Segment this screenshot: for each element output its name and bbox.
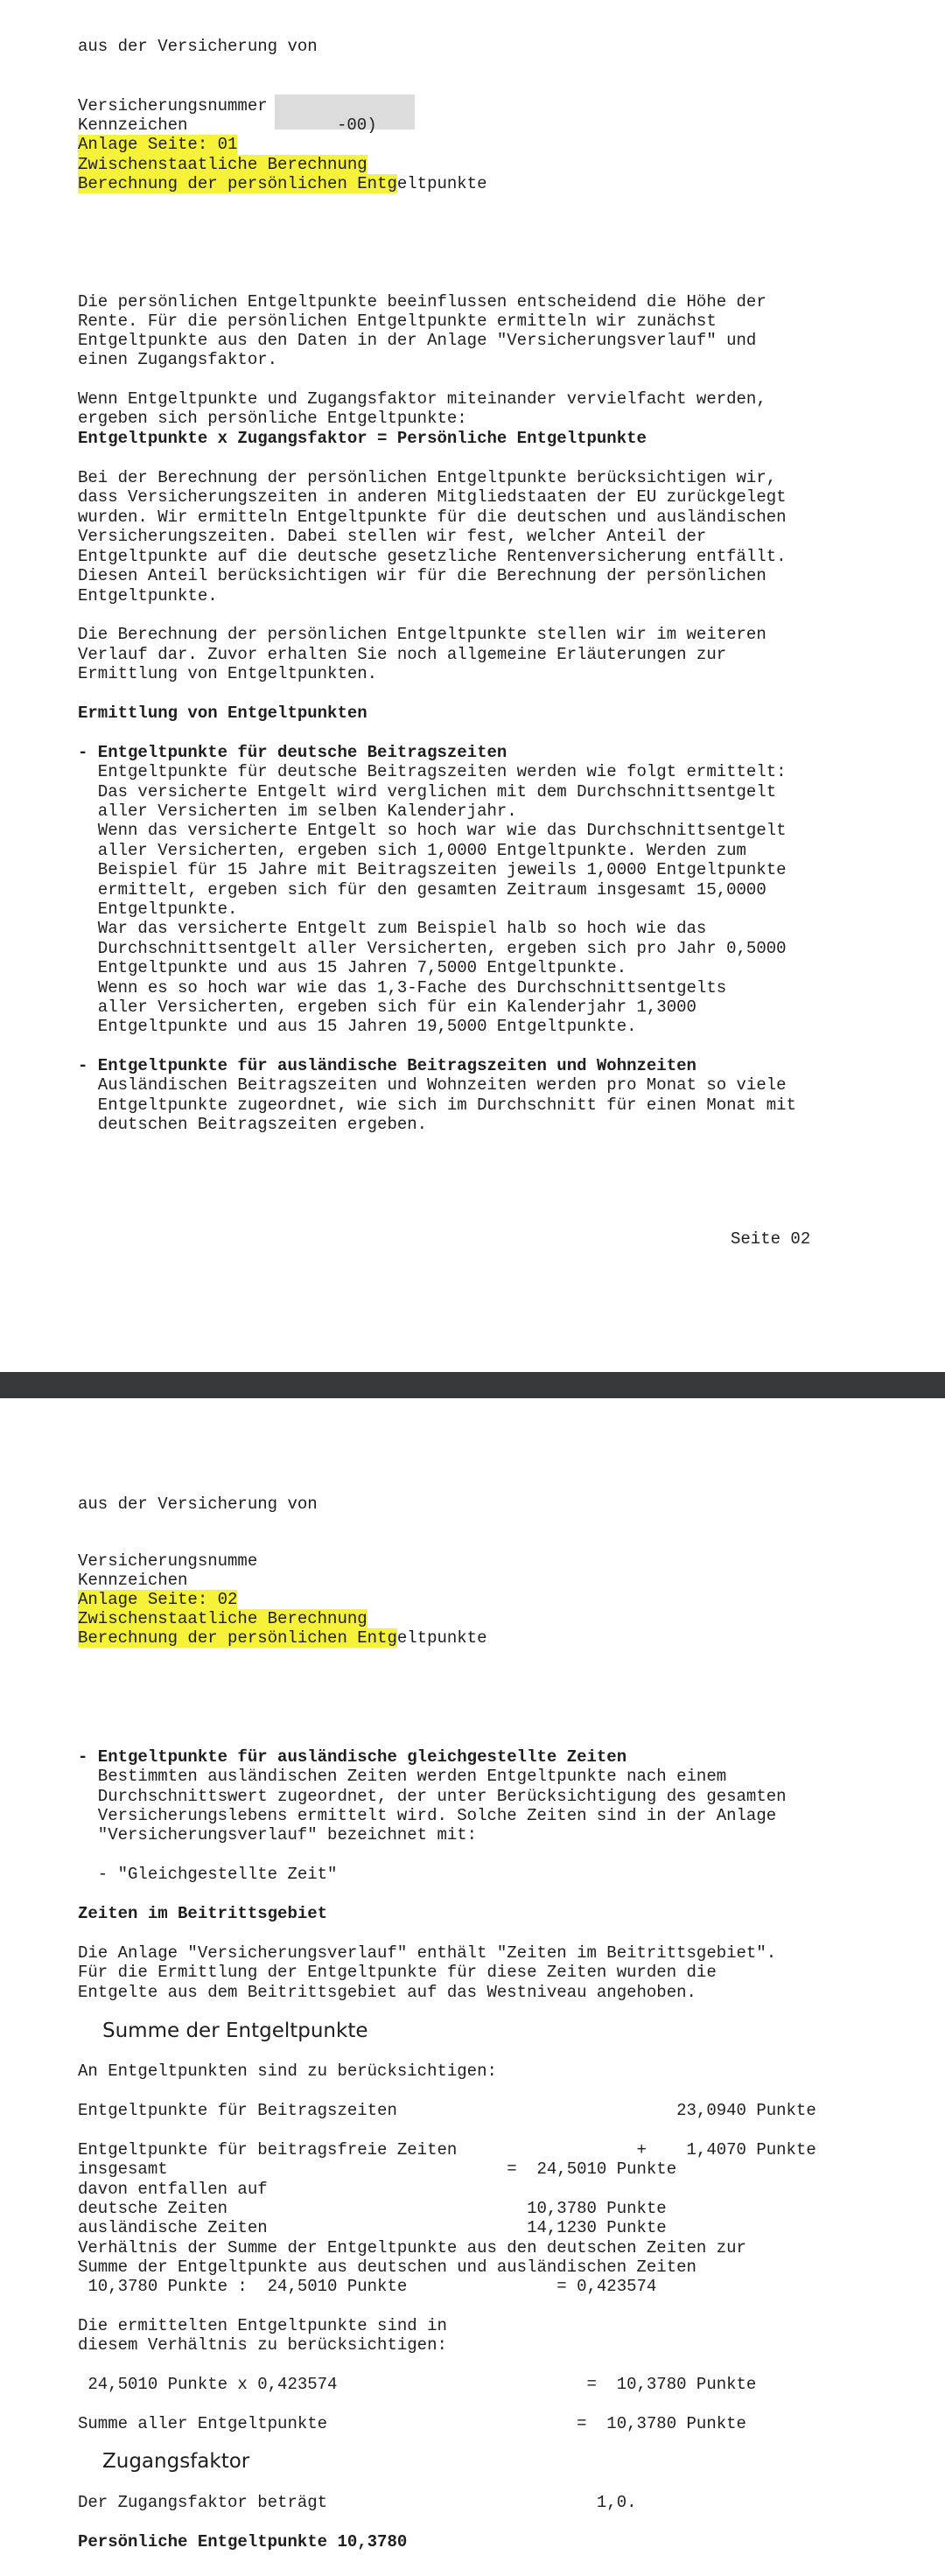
bullet3-title: - Entgeltpunkte für ausländische gleichgestellte Zeiten bbox=[78, 1747, 627, 1767]
bullet1-line: aller Versicherten, ergeben sich für ein Kalenderjahr 1,3000 bbox=[78, 998, 696, 1017]
attachment-page: Anlage Seite: 01 bbox=[78, 135, 238, 154]
bullet1-line: Beispiel für 15 Jahre mit Beitragszeiten jeweils 1,0000 Entgeltpunkte bbox=[78, 860, 787, 879]
calc-row: Summe der Entgeltpunkte aus deutschen und ausländischen Zeiten bbox=[78, 2258, 696, 2277]
heading-zugangsfaktor: Zugangsfaktor bbox=[102, 2450, 250, 2473]
from-line: aus der Versicherung von bbox=[78, 1494, 318, 1514]
insurance-number-label: Versicherungsnummer bbox=[78, 96, 268, 116]
result-line: Persönliche Entgeltpunkte 10,3780 bbox=[78, 2532, 408, 2552]
plate-suffix: -00) bbox=[337, 116, 377, 135]
para2-line: Wenn Entgeltpunkte und Zugangsfaktor miteinander vervielfacht werden, bbox=[78, 389, 766, 409]
page-separator bbox=[0, 1372, 945, 1398]
section-title-2-highlight: Berechnung der persönlichen Entg bbox=[78, 1628, 397, 1648]
para3-line: dass Versicherungszeiten in anderen Mitgliedstaaten der EU zurückgelegt bbox=[78, 487, 787, 507]
heading-beitrittsgebiet: Zeiten im Beitrittsgebiet bbox=[78, 1904, 328, 1923]
beitritt-line: Die Anlage "Versicherungsverlauf" enthält "Zeiten im Beitrittsgebiet". bbox=[78, 1943, 777, 1963]
para3-line: wurden. Wir ermitteln Entgeltpunkte für die deutschen und ausländischen bbox=[78, 508, 787, 527]
calc-row: insgesamt = 24,5010 Punkte bbox=[78, 2160, 677, 2179]
para2-line: ergeben sich persönliche Entgeltpunkte: bbox=[78, 409, 467, 428]
para1-line: Entgeltpunkte aus den Daten in der Anlage "Versicherungsverlauf" und bbox=[78, 331, 757, 350]
bullet1-line: Wenn das versicherte Entgelt so hoch war wie das Durchschnittsentgelt bbox=[78, 821, 787, 840]
bullet3-line: "Versicherungsverlauf" bezeichnet mit: bbox=[78, 1825, 478, 1844]
calc-row: 10,3780 Punkte : 24,5010 Punkte = 0,423574 bbox=[78, 2277, 657, 2296]
sum-row: Summe aller Entgeltpunkte = 10,3780 Punkte bbox=[78, 2414, 746, 2433]
para4-line: Die Berechnung der persönlichen Entgeltpunkte stellen wir im weiteren bbox=[78, 625, 766, 644]
beitritt-line: Für die Ermittlung der Entgeltpunkte für diese Zeiten wurden die bbox=[78, 1963, 717, 1982]
para3-line: Entgeltpunkte. bbox=[78, 586, 218, 606]
calc-row: deutsche Zeiten 10,3780 Punkte bbox=[78, 2199, 667, 2218]
bullet3-line: Bestimmten ausländischen Zeiten werden Entgeltpunkte nach einem bbox=[78, 1767, 727, 1786]
bullet1-title: - Entgeltpunkte für deutsche Beitragszeiten bbox=[78, 743, 508, 762]
calc-row: Entgeltpunkte für Beitragszeiten 23,0940 Punkte bbox=[78, 2101, 816, 2120]
consider-line: An Entgeltpunkten sind zu berücksichtigen: bbox=[78, 2062, 497, 2081]
calc-row: Entgeltpunkte für beitragsfreie Zeiten + 1,4070 Punkte bbox=[78, 2140, 816, 2160]
section-title-2 bbox=[78, 174, 486, 194]
para3-line: Versicherungszeiten. Dabei stellen wir fest, welcher Anteil der bbox=[78, 527, 707, 546]
bullet2-line: Entgeltpunkte zugeordnet, wie sich im Durchschnitt für einen Monat mit bbox=[78, 1096, 796, 1115]
section-title-1: Zwischenstaatliche Berechnung bbox=[78, 1609, 368, 1628]
bullet1-line: Durchschnittsentgelt aller Versicherten, ergeben sich pro Jahr 0,5000 bbox=[78, 939, 787, 958]
bullet1-line: Wenn es so hoch war wie das 1,3-Fache des Durchschnittsentgelts bbox=[78, 978, 727, 998]
bullet1-line: aller Versicherten, ergeben sich 1,0000 Entgeltpunkte. Werden zum bbox=[78, 841, 746, 860]
bullet1-line: Entgeltpunkte und aus 15 Jahren 19,5000 Entgeltpunkte. bbox=[78, 1017, 637, 1036]
para1-line: Die persönlichen Entgeltpunkte beeinflussen entscheidend die Höhe der bbox=[78, 292, 766, 312]
bullet1-line: ermittelt, ergeben sich für den gesamten Zeitraum insgesamt 15,0000 bbox=[78, 880, 766, 900]
para4-line: Ermittlung von Entgeltpunkten. bbox=[78, 664, 378, 683]
section-title-2-rest: eltpunkte bbox=[396, 174, 487, 193]
bullet1-line: Entgeltpunkte für deutsche Beitragszeiten werden wie folgt ermittelt: bbox=[78, 762, 787, 781]
bullet2-title: - Entgeltpunkte für ausländische Beitragszeiten und Wohnzeiten bbox=[78, 1056, 696, 1075]
para3-line: Entgeltpunkte auf die deutsche gesetzliche Rentenversicherung entfällt. bbox=[78, 547, 787, 566]
from-line: aus der Versicherung von bbox=[78, 37, 318, 56]
multiplication-row: 24,5010 Punkte x 0,423574 = 10,3780 Punkte bbox=[78, 2375, 757, 2394]
calc-row: davon entfallen auf bbox=[78, 2180, 268, 2199]
section-title-1: Zwischenstaatliche Berechnung bbox=[78, 155, 368, 174]
para4-line: Verlauf dar. Zuvor erhalten Sie noch allgemeine Erläuterungen zur bbox=[78, 645, 727, 664]
bullet1-line: War das versicherte Entgelt zum Beispiel halb so hoch wie das bbox=[78, 919, 707, 938]
plate-label: Kennzeichen bbox=[78, 1571, 188, 1590]
bullet3-line: Durchschnittswert zugeordnet, der unter Berücksichtigung des gesamten bbox=[78, 1787, 787, 1806]
insurance-number-label: Versicherungsnumme bbox=[78, 1551, 258, 1571]
beitritt-line: Entgelte aus dem Beitrittsgebiet auf das Westniveau angehoben. bbox=[78, 1983, 696, 2002]
bullet2-line: Ausländischen Beitragszeiten und Wohnzeiten werden pro Monat so viele bbox=[78, 1075, 787, 1095]
page-number: Seite 02 bbox=[731, 1229, 811, 1249]
bullet2-line: deutschen Beitragszeiten ergeben. bbox=[78, 1115, 428, 1134]
ratio-line: diesem Verhältnis zu berücksichtigen: bbox=[78, 2335, 447, 2355]
calc-row: Verhältnis der Summe der Entgeltpunkte aus den deutschen Zeiten zur bbox=[78, 2238, 746, 2258]
bullet1-line: Entgeltpunkte. bbox=[78, 900, 238, 919]
bullet1-line: aller Versicherten im selben Kalenderjahr. bbox=[78, 802, 517, 821]
section-title-2-highlight: Berechnung der persönlichen Entg bbox=[78, 174, 397, 193]
formula: Entgeltpunkte x Zugangsfaktor = Persönliche Entgeltpunkte bbox=[78, 429, 647, 448]
section-title-2-rest: eltpunkte bbox=[396, 1628, 487, 1648]
para3-line: Diesen Anteil berücksichtigen wir für die Berechnung der persönlichen bbox=[78, 566, 766, 585]
bullet1-line: Das versicherte Entgelt wird verglichen mit dem Durchschnittsentgelt bbox=[78, 782, 777, 802]
bullet1-line: Entgeltpunkte und aus 15 Jahren 7,5000 Entgeltpunkte. bbox=[78, 958, 627, 977]
plate-label: Kennzeichen bbox=[78, 116, 188, 135]
heading-ermittlung: Ermittlung von Entgeltpunkten bbox=[78, 704, 368, 723]
section-title-2 bbox=[78, 1628, 486, 1648]
para1-line: Rente. Für die persönlichen Entgeltpunkte ermitteln wir zunächst bbox=[78, 312, 717, 331]
calc-row: ausländische Zeiten 14,1230 Punkte bbox=[78, 2218, 667, 2237]
ratio-line: Die ermittelten Entgeltpunkte sind in bbox=[78, 2316, 447, 2335]
attachment-page: Anlage Seite: 02 bbox=[78, 1590, 238, 1609]
heading-summe: Summe der Entgeltpunkte bbox=[102, 2020, 368, 2042]
bullet3-item: - "Gleichgestellte Zeit" bbox=[78, 1865, 338, 1884]
para1-line: einen Zugangsfaktor. bbox=[78, 350, 278, 369]
zugangsfaktor-row: Der Zugangsfaktor beträgt 1,0. bbox=[78, 2493, 637, 2512]
document-page-2 bbox=[0, 1398, 945, 2576]
bullet3-line: Versicherungslebens ermittelt wird. Solche Zeiten sind in der Anlage bbox=[78, 1806, 777, 1825]
para3-line: Bei der Berechnung der persönlichen Entgeltpunkte berücksichtigen wir, bbox=[78, 468, 777, 487]
